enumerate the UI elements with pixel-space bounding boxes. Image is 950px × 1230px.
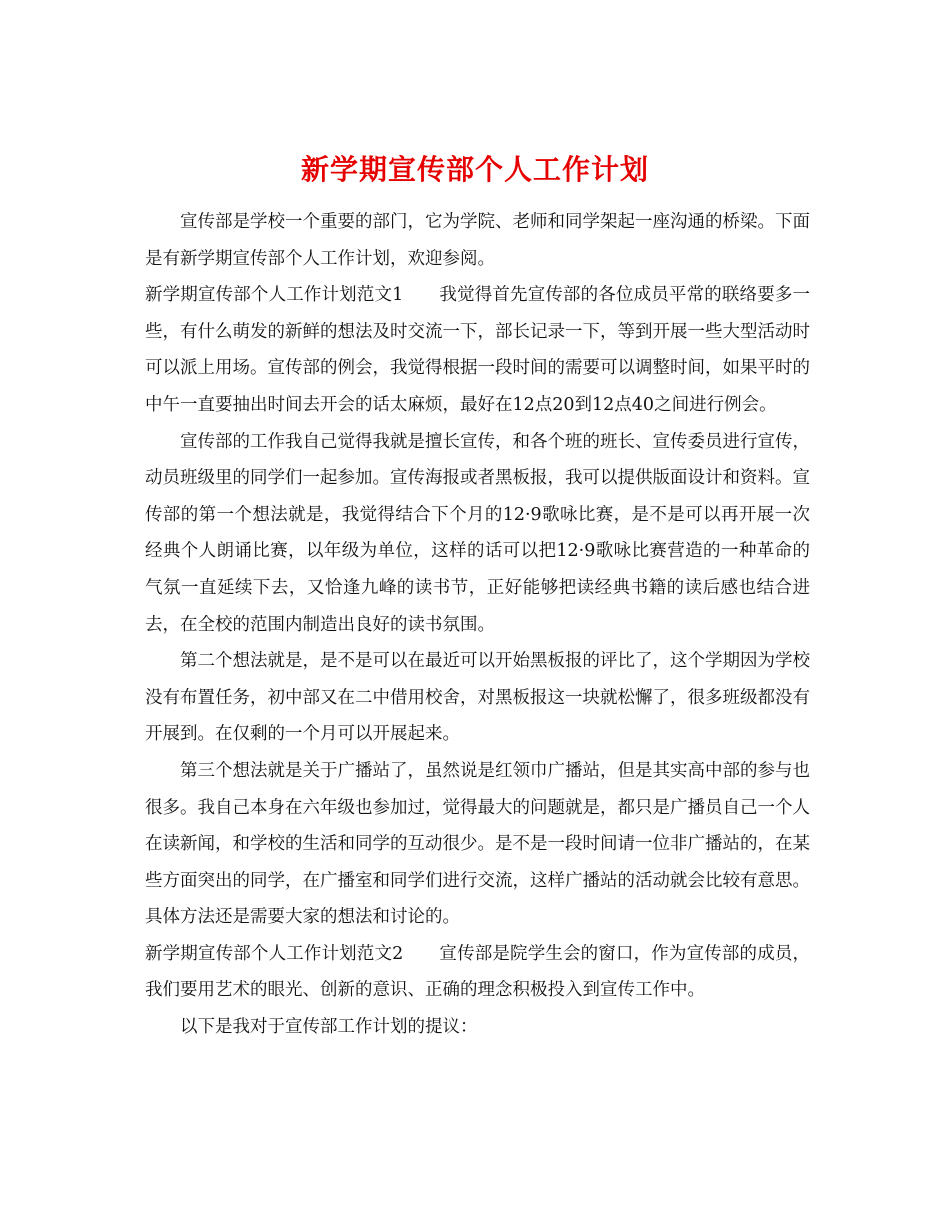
second-idea-paragraph: 第二个想法就是，是不是可以在最近可以开始黑板报的评比了，这个学期因为学校没有布置任务，初中部又在二中借用校舍，对黑板报这一块就松懈了，很多班级都没有开展到。在仅剩的一个月可以开展起来。 <box>145 651 810 745</box>
sample-2-body: 宣传部是院学生会的窗口，作为宣传部的成员，我们要用艺术的眼光、创新的意识、正确的理念积极投入到宣传工作中。 <box>145 943 810 1001</box>
sample-1-heading: 新学期宣传部个人工作计划范文1 <box>145 285 404 306</box>
proposal-intro-paragraph: 以下是我对于宣传部工作计划的提议： <box>180 1017 478 1038</box>
sample-2-heading: 新学期宣传部个人工作计划范文2 <box>145 943 404 964</box>
intro-paragraph: 宣传部是学校一个重要的部门，它为学院、老师和同学架起一座沟通的桥梁。下面是有新学期宣传部个人工作计划，欢迎参阅。 <box>145 212 810 269</box>
document-body <box>145 204 810 1046</box>
document-title: 新学期宣传部个人工作计划 <box>300 152 649 186</box>
sample-2-paragraph <box>145 936 810 1009</box>
sample-1-body: 我觉得首先宣传部的各位成员平常的联络要多一些，有什么萌发的新鲜的想法及时交流一下，部长记录一下，等到开展一些大型活动时可以派上用场。宣传部的例会，我觉得根据一段时间的需要可以调整时间，如果平时的中午一直要抽出时间去开会的话太麻烦，最好在12点20到12点40之间进行例会。 <box>145 285 810 415</box>
publicity-work-paragraph: 宣传部的工作我自己觉得我就是擅长宣传，和各个班的班长、宣传委员进行宣传，动员班级里的同学们一起参加。宣传海报或者黑板报，我可以提供版面设计和资料。宣传部的第一个想法就是，我觉得结合下个月的12·9歌咏比赛，是不是可以再开展一次经典个人朗诵比赛，以年级为单位，这样的话可以把12·9歌咏比赛营造的一种革命的气氛一直延续下去，又恰逢九峰的读书节，正好能够把读经典书籍的读后感也结合进去，在全校的范围内制造出良好的读书氛围。 <box>145 431 810 635</box>
third-idea-paragraph: 第三个想法就是关于广播站了，虽然说是红领巾广播站，但是其实高中部的参与也很多。我自己本身在六年级也参加过，觉得最大的问题就是，都只是广播员自己一个人在读新闻，和学校的生活和同学的互动很少。是不是一段时间请一位非广播站的，在某些方面突出的同学，在广播室和同学们进行交流，这样广播站的活动就会比较有意思。具体方法还是需要大家的想法和讨论的。 <box>145 760 810 928</box>
sample-1-paragraph <box>145 277 810 423</box>
